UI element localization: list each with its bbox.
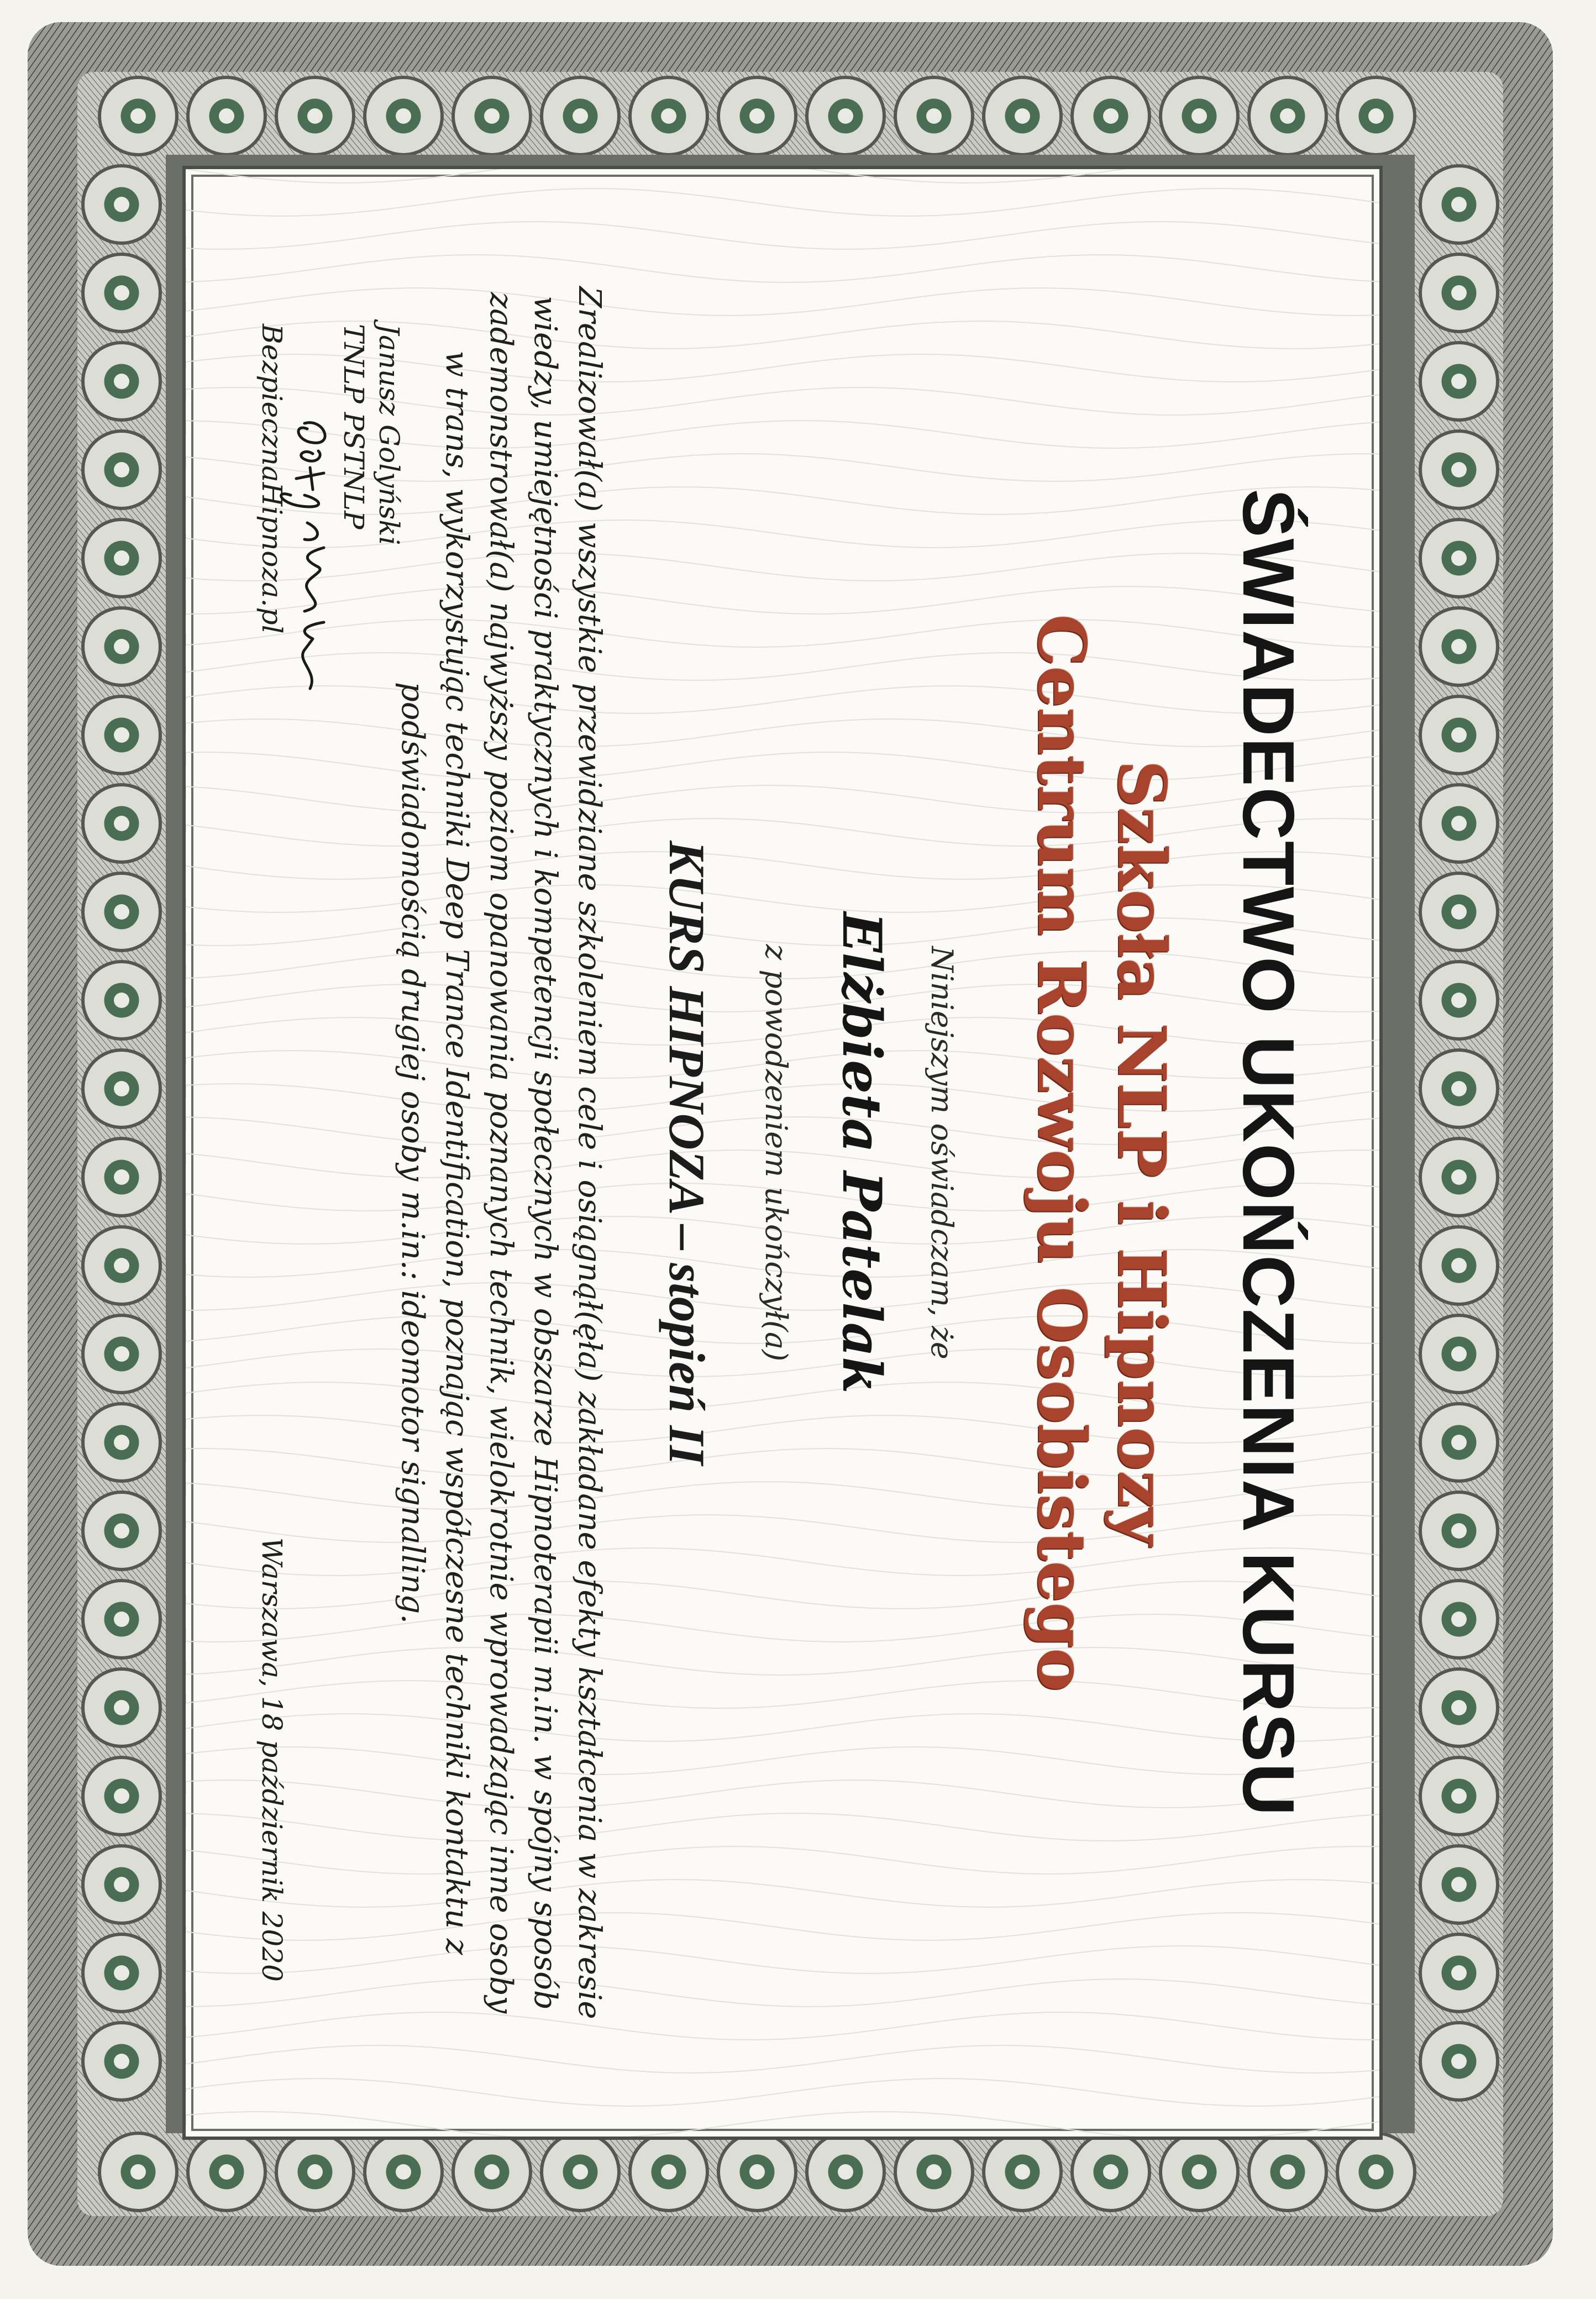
completion-statement: z powodzeniem ukończył(a) <box>759 944 794 1362</box>
certificate-title: ŚWIADECTWO UKOŃCZENIA KURSU <box>1228 489 1309 1817</box>
certificate-inner-panel <box>182 166 1383 2140</box>
recipient-name: Elżbieta Patelak <box>831 912 893 1394</box>
school-name-line2: Centrum Rozwoju Osobistego <box>1023 614 1100 1692</box>
hereby-statement: Niniejszym oświadczam, że <box>925 946 959 1360</box>
website-label: BezpiecznaHipnoza.pl <box>256 324 288 634</box>
course-description: Zrealizował(a) wszystkie przewidziane szkoleniem cele i osiągnął(ęła) zakładane efekty kształcenia w zakresie wiedzy, umiejętności praktycznych i kompetencji społecznych w obszarze Hipnoterapii m.in. w spójny sposób zademonstrował(a) najwyższy poziom opanowania poznanych technik, wielokrotnie wprowadzając inne osoby w trans, wykorzystując techniki Deep Trance Identification, poznając współczesne techniki kontaktu z podświadomością drugiej osoby m.in.: ideomotor signalling. <box>395 286 607 2019</box>
signer-name: Janusz Golyński <box>373 324 405 545</box>
certificate-content <box>186 169 1379 2137</box>
school-name-line1: Szkoła NLP i Hipnozy <box>1104 760 1180 1546</box>
issue-place-date: Warszawa, 18 październik 2020 <box>256 1537 288 1982</box>
signer-title: TNLP PSTNLP <box>338 324 370 529</box>
course-name: KURS HIPNOZA – stopień II <box>659 841 715 1465</box>
